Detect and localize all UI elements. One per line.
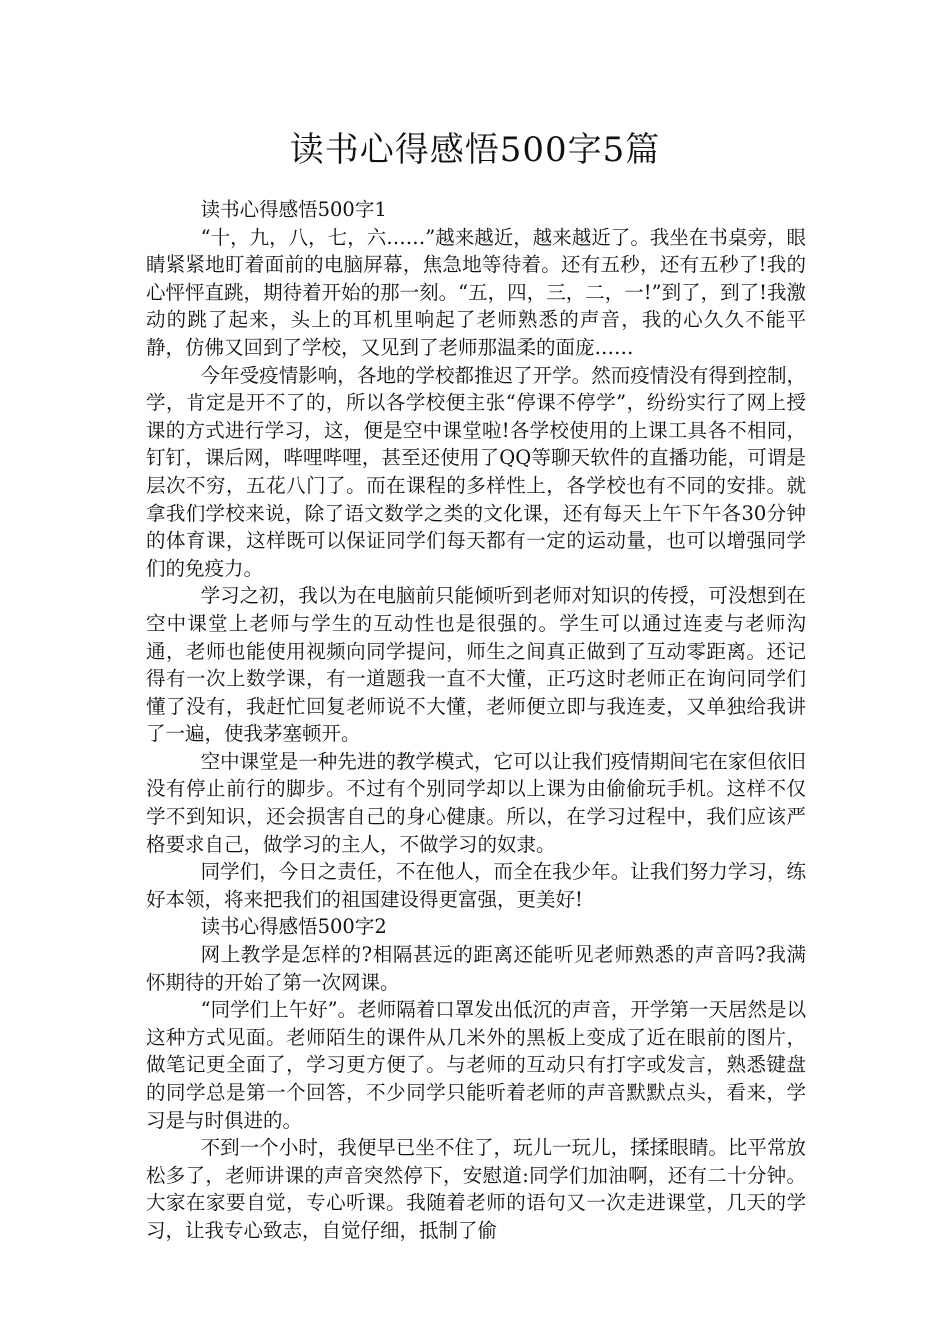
document-title: 读书心得感悟500字5篇 — [289, 130, 661, 170]
paragraph: “同学们上午好”。老师隔着口罩发出低沉的声音，开学第一天居然是以这种方式见面。老师陌生的课件从几米外的黑板上变成了近在眼前的图片，做笔记更全面了，学习更方便了。与老师的互动只有打字或发言，熟悉键盘的同学总是第一个回答，不少同学只能听着老师的声音默默点头，看来，学习是与时俱进的。 — [146, 998, 806, 1132]
section-heading-1: 读书心得感悟500字1 — [200, 198, 387, 221]
paragraph: 同学们，今日之责任，不在他人，而全在我少年。让我们努力学习，练好本领，将来把我们的祖国建设得更富强，更美好! — [146, 860, 806, 911]
paragraph: 今年受疫情影响，各地的学校都推迟了开学。然而疫情没有得到控制，学，肯定是开不了的，所以各学校便主张“停课不停学”，纷纷实行了网上授课的方式进行学习，这，便是空中课堂啦!各学校使用的上课工具各不相同，钉钉，课后网，哔哩哔哩，甚至还使用了QQ等聊天软件的直播功能，可谓是层次不穷，五花八门了。而在课程的多样性上，各学校也有不同的安排。就拿我们学校来说，除了语文数学之类的文化课，还有每天上午下午各30分钟的体育课，这样既可以保证同学们每天都有一定的运动量，也可以增强同学们的免疫力。 — [146, 363, 806, 580]
paragraph: 网上教学是怎样的?相隔甚远的距离还能听见老师熟悉的声音吗?我满怀期待的开始了第一次网课。 — [146, 943, 806, 994]
document-body — [146, 196, 806, 1245]
paragraph: 空中课堂是一种先进的教学模式，它可以让我们疫情期间宅在家但依旧没有停止前行的脚步。不过有个别同学却以上课为由偷偷玩手机。这样不仅学不到知识，还会损害自己的身心健康。所以，在学习过程中，我们应该严格要求自己，做学习的主人，不做学习的奴隶。 — [146, 749, 806, 856]
section-heading-2: 读书心得感悟500字2 — [200, 915, 387, 939]
paragraph: “十，九，八，七，六……”越来越近，越来越近了。我坐在书桌旁，眼睛紧紧地盯着面前的电脑屏幕，焦急地等待着。还有五秒，还有五秒了!我的心怦怦直跳，期待着开始的那一刻。“五，四，三，二，一!”到了，到了!我激动的跳了起来，头上的耳机里响起了老师熟悉的声音，我的心久久不能平静，仿佛又回到了学校，又见到了老师那温柔的面庞…… — [146, 225, 806, 359]
paragraph: 不到一个小时，我便早已坐不住了，玩儿一玩儿，揉揉眼睛。比平常放松多了，老师讲课的声音突然停下，安慰道:同学们加油啊，还有二十分钟。大家在家要自觉，专心听课。我随着老师的语句又一次走进课堂，几天的学习，让我专心致志，自觉仔细，抵制了偷 — [146, 1136, 806, 1242]
paragraph: 学习之初，我以为在电脑前只能倾听到老师对知识的传授，可没想到在空中课堂上老师与学生的互动性也是很强的。学生可以通过连麦与老师沟通，老师也能使用视频向同学提问，师生之间真正做到了互动零距离。还记得有一次上数学课，有一道题我一直不大懂，正巧这时老师正在询问同学们懂了没有，我赶忙回复老师说不大懂，老师便立即与我连麦，又单独给我讲了一遍，使我茅塞顿开。 — [146, 584, 806, 746]
